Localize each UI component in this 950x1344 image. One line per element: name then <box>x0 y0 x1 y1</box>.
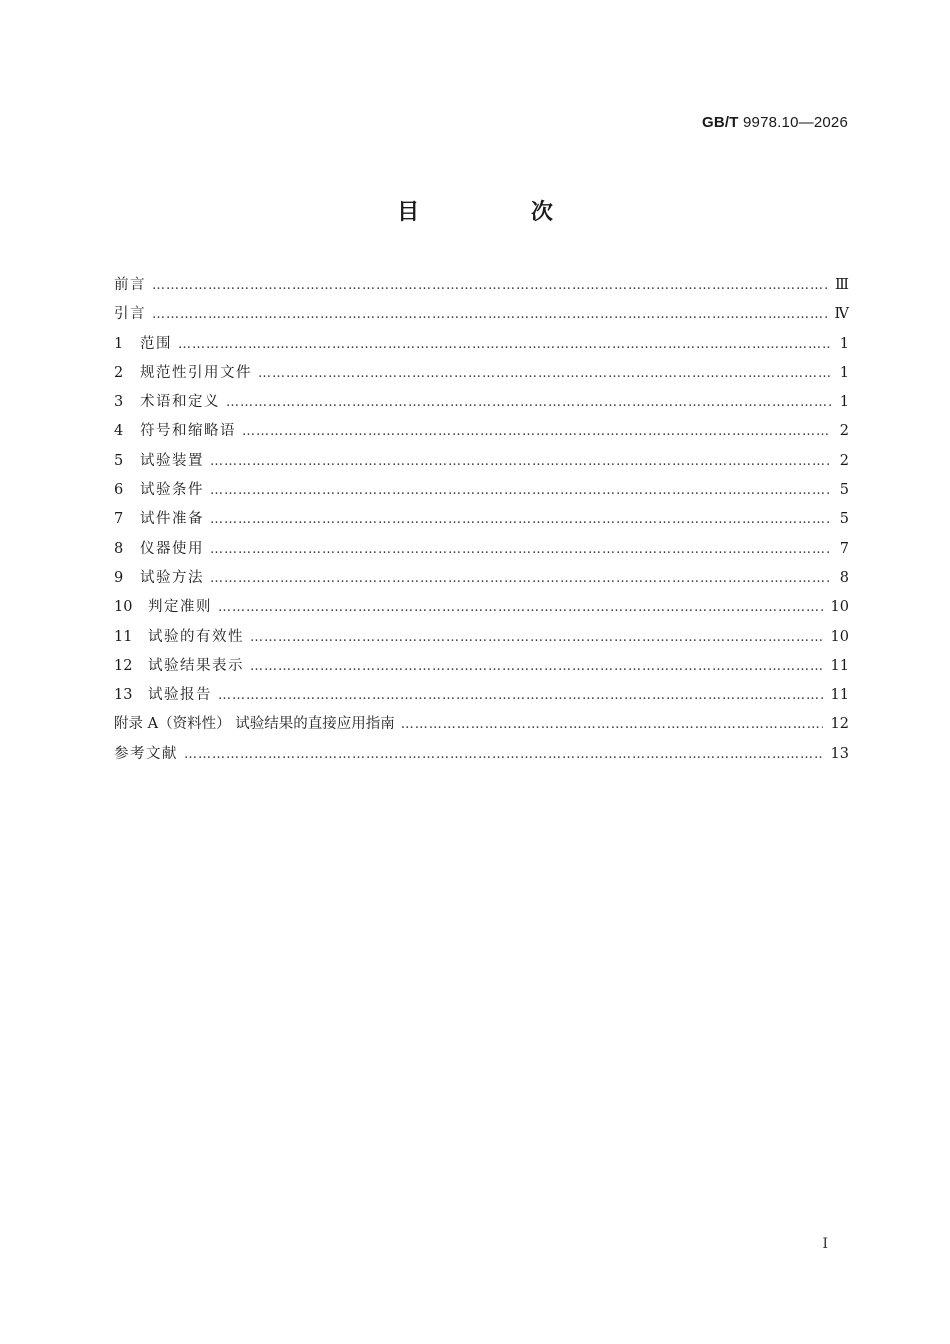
toc-dot-leader <box>184 740 823 769</box>
toc-entry-number: 4 <box>114 423 124 440</box>
standard-code-number: 9978.10—2026 <box>743 114 848 131</box>
toc-entry-page: 1 <box>839 394 849 411</box>
toc-entry-normative-references[interactable] <box>114 359 849 388</box>
toc-dot-leader <box>210 505 831 534</box>
toc-dot-leader <box>210 535 831 564</box>
toc-entry-number: 10 <box>114 599 133 616</box>
toc-entry-symbols-abbreviations[interactable] <box>114 417 849 446</box>
toc-dot-leader <box>152 271 827 300</box>
toc-entry-label: 术语和定义 <box>140 394 220 411</box>
toc-dot-leader <box>210 476 831 505</box>
toc-dot-leader <box>242 417 831 446</box>
toc-entry-page: 12 <box>830 716 849 733</box>
toc-entry-label: 试验报告 <box>148 687 212 704</box>
toc-dot-leader <box>250 652 823 681</box>
toc-entry-page: 1 <box>839 364 849 381</box>
toc-entry-label: 范围 <box>140 335 172 352</box>
toc-entry-number: 5 <box>114 452 124 469</box>
toc-entry-label: 附录 A（资料性） 试验结果的直接应用指南 <box>114 716 395 733</box>
toc-dot-leader <box>210 564 831 593</box>
toc-entry-page: 10 <box>830 599 849 616</box>
table-of-contents <box>114 271 849 769</box>
toc-entry-label: 试验的有效性 <box>148 628 244 645</box>
toc-dot-leader <box>218 681 823 710</box>
toc-entry-number: 3 <box>114 394 124 411</box>
toc-entry-label: 参考文献 <box>114 745 178 762</box>
toc-entry-label: 符号和缩略语 <box>140 423 236 440</box>
toc-entry-label: 规范性引用文件 <box>140 364 252 381</box>
toc-entry-terms-definitions[interactable] <box>114 388 849 417</box>
toc-dot-leader <box>401 710 823 739</box>
toc-entry-results-expression[interactable] <box>114 652 849 681</box>
toc-entry-scope[interactable] <box>114 330 849 359</box>
toc-entry-page: 2 <box>839 452 849 469</box>
toc-entry-number: 8 <box>114 540 124 557</box>
toc-entry-bibliography[interactable] <box>114 740 849 769</box>
toc-entry-label: 前言 <box>114 277 146 293</box>
toc-entry-label: 试验结果表示 <box>148 657 244 674</box>
toc-dot-leader <box>258 359 831 388</box>
toc-entry-criteria[interactable] <box>114 593 849 622</box>
toc-dot-leader <box>178 330 831 359</box>
toc-entry-instrumentation[interactable] <box>114 535 849 564</box>
standard-code-prefix: GB/T <box>701 114 739 131</box>
standard-code <box>702 114 848 131</box>
toc-entry-number: 6 <box>114 482 124 499</box>
toc-entry-label: 试验装置 <box>140 452 204 469</box>
page-number: I <box>822 1236 828 1252</box>
toc-entry-page: Ⅲ <box>835 277 849 293</box>
toc-entry-page: 13 <box>830 745 849 762</box>
toc-entry-number: 2 <box>114 364 124 381</box>
toc-entry-number: 13 <box>114 687 133 704</box>
toc-entry-number: 9 <box>114 569 124 586</box>
toc-entry-number: 7 <box>114 511 124 528</box>
toc-entry-validity[interactable] <box>114 623 849 652</box>
toc-entry-number: 1 <box>114 335 124 352</box>
toc-dot-leader <box>250 623 823 652</box>
toc-entry-label: 试件准备 <box>140 511 204 528</box>
toc-entry-page: 11 <box>830 657 849 674</box>
toc-dot-leader <box>226 388 831 417</box>
toc-entry-introduction[interactable] <box>114 300 849 329</box>
toc-entry-test-conditions[interactable] <box>114 476 849 505</box>
toc-entry-label: 试验条件 <box>140 482 204 499</box>
toc-entry-label: 判定准则 <box>148 599 212 616</box>
toc-dot-leader <box>152 300 827 329</box>
toc-entry-page: 7 <box>839 540 849 557</box>
toc-entry-page: 11 <box>830 687 849 704</box>
toc-entry-label: 引言 <box>114 306 146 323</box>
toc-entry-number: 12 <box>114 657 133 674</box>
toc-entry-specimen-preparation[interactable] <box>114 505 849 534</box>
toc-entry-page: 5 <box>839 511 849 528</box>
toc-entry-page: 5 <box>839 482 849 499</box>
toc-entry-label: 试验方法 <box>140 569 204 586</box>
toc-entry-number: 11 <box>114 628 133 645</box>
toc-entry-page: 2 <box>839 423 849 440</box>
toc-entry-page: 10 <box>830 628 849 645</box>
toc-entry-foreword[interactable] <box>114 271 849 300</box>
toc-dot-leader <box>218 593 823 622</box>
toc-entry-test-report[interactable] <box>114 681 849 710</box>
toc-title: 目 次 <box>397 200 605 225</box>
toc-entry-test-method[interactable] <box>114 564 849 593</box>
toc-entry-page: 8 <box>839 569 849 586</box>
toc-entry-test-apparatus[interactable] <box>114 447 849 476</box>
toc-dot-leader <box>210 447 831 476</box>
toc-entry-page: 1 <box>839 335 849 352</box>
toc-entry-page: Ⅳ <box>834 306 849 323</box>
toc-entry-label: 仪器使用 <box>140 540 204 557</box>
toc-entry-annex-a[interactable] <box>114 710 849 739</box>
